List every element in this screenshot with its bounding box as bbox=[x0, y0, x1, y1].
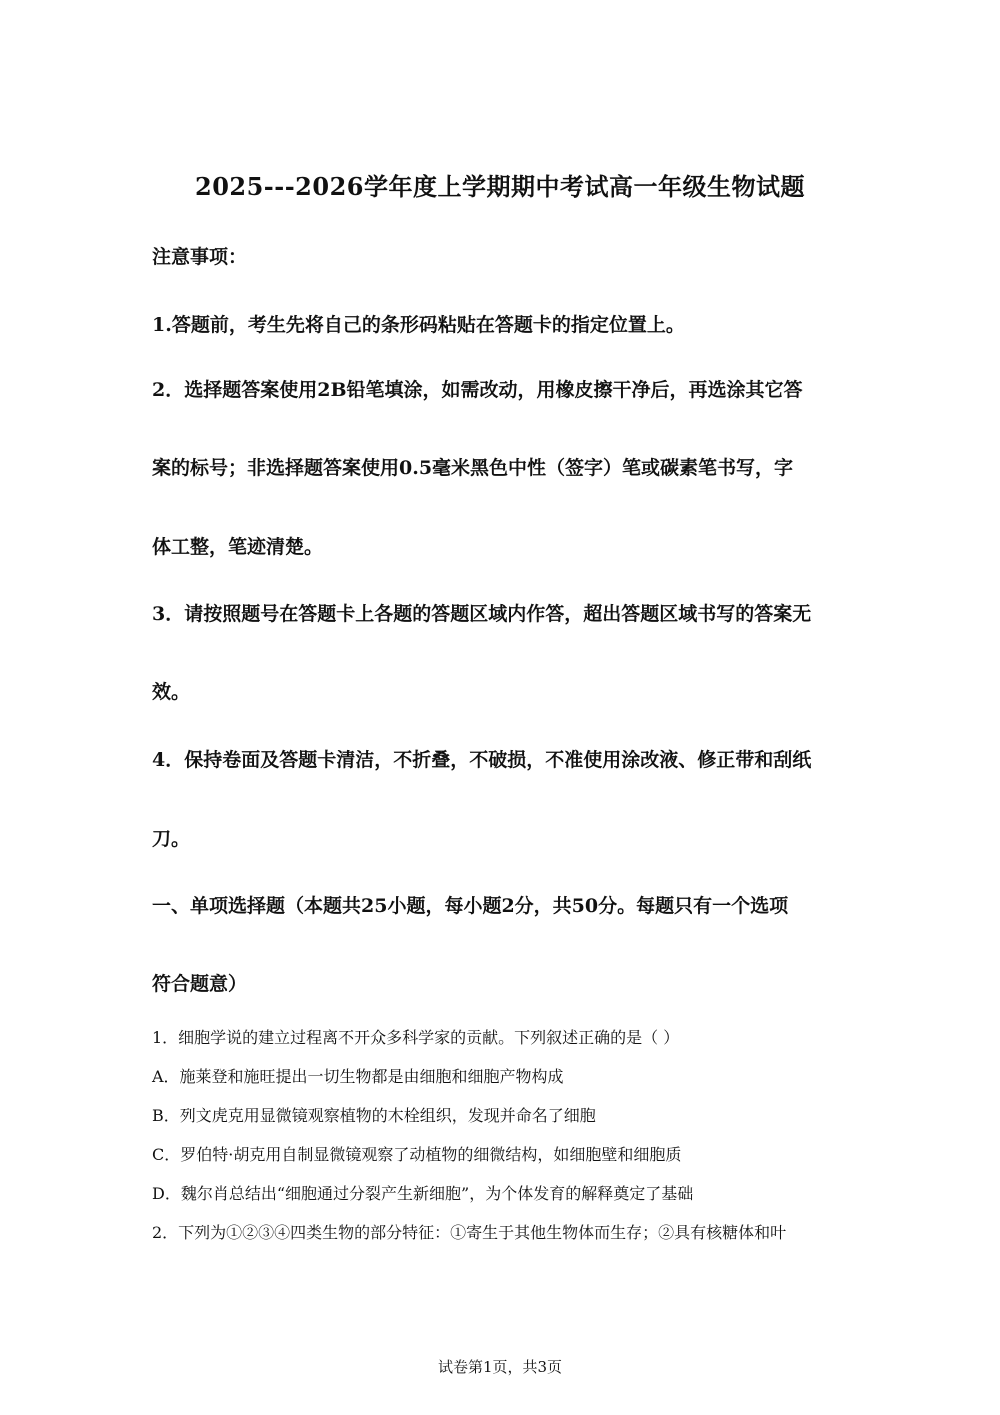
question-line: 1．细胞学说的建立过程离不开众多科学家的贡献。下列叙述正确的是（ ） bbox=[152, 1028, 680, 1047]
notice-line: 2．选择题答案使用2B铅笔填涂，如需改动，用橡皮擦干净后，再选涂其它答 bbox=[152, 379, 803, 401]
question-line: 2．下列为①②③④四类生物的部分特征：①寄生于其他生物体而生存；②具有核糖体和叶 bbox=[152, 1223, 787, 1242]
question-option: A．施莱登和施旺提出一切生物都是由细胞和细胞产物构成 bbox=[152, 1067, 564, 1086]
question-option: C．罗伯特·胡克用自制显微镜观察了动植物的细微结构，如细胞壁和细胞质 bbox=[152, 1145, 682, 1164]
exam-title: 2025---2026学年度上学期期中考试高一年级生物试题 bbox=[195, 172, 805, 201]
notice-line: 3．请按照题号在答题卡上各题的答题区域内作答，超出答题区域书写的答案无 bbox=[152, 603, 812, 625]
section-heading: 一、单项选择题（本题共25小题，每小题2分，共50分。每题只有一个选项 bbox=[152, 895, 789, 917]
notice-line: 4．保持卷面及答题卡清洁，不折叠，不破损，不准使用涂改液、修正带和刮纸 bbox=[152, 749, 812, 771]
notice-line: 1.答题前，考生先将自己的条形码粘贴在答题卡的指定位置上。 bbox=[152, 314, 685, 336]
notice-line: 案的标号；非选择题答案使用0.5毫米黑色中性（签字）笔或碳素笔书写，字 bbox=[152, 457, 794, 479]
question-option: D．魏尔肖总结出“细胞通过分裂产生新细胞”，为个体发育的解释奠定了基础 bbox=[152, 1184, 694, 1203]
page-footer: 试卷第1页，共3页 bbox=[437, 1358, 563, 1376]
question-option: B．列文虎克用显微镜观察植物的木栓组织，发现并命名了细胞 bbox=[152, 1106, 596, 1125]
notice-heading: 注意事项： bbox=[152, 246, 248, 268]
section-heading: 符合题意） bbox=[152, 973, 248, 995]
notice-line: 刀。 bbox=[152, 828, 191, 850]
notice-line: 效。 bbox=[152, 681, 191, 703]
notice-line: 体工整，笔迹清楚。 bbox=[152, 536, 324, 558]
